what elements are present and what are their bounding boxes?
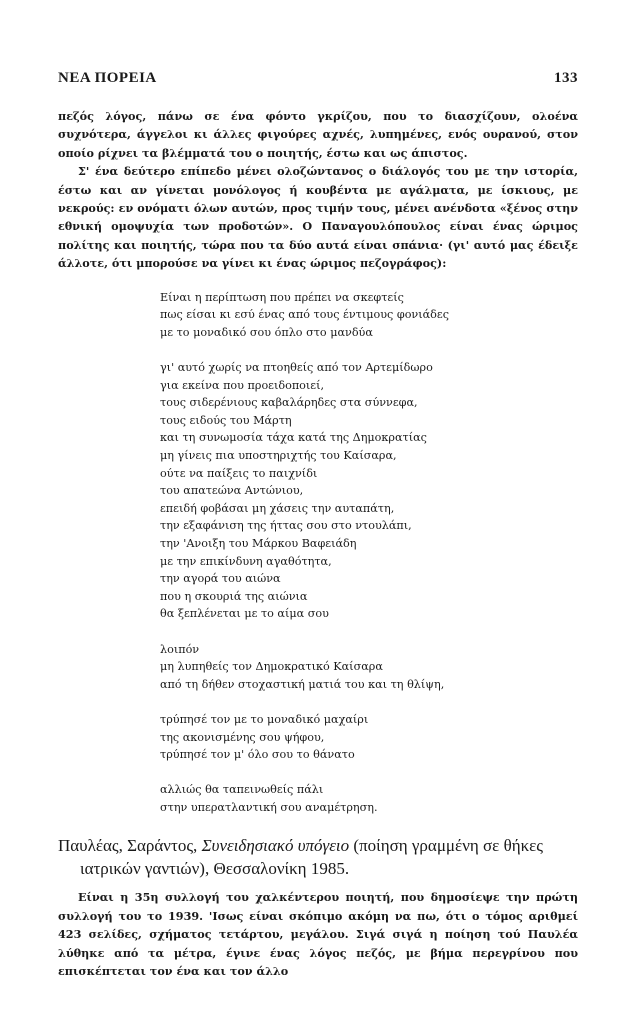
poem-line: και τη συνωμοσία τάχα κατά της Δημοκρατίας [160, 431, 427, 445]
poem-line: με την επικίνδυνη αγαθότητα, [160, 554, 332, 568]
poem-stanza [160, 711, 578, 764]
page [58, 70, 578, 981]
poem-stanza [160, 289, 578, 342]
paragraph: πεζός λόγος, πάνω σε ένα φόντο γκρίζου, που το διασχίζουν, ολοένα συχνότερα, άγγελοι κι άλλες φιγούρες αχνές, λυπημένες, ενός ουρανού, στον οποίο ρίχνει τα βλέμματά του ο ποιητής, έστω και ως άπιστος. [58, 109, 578, 160]
paragraph: Σ' ένα δεύτερο επίπεδο μένει ολοζώντανος ο διάλογός του με την ιστορία, έστω και αν γίνεται μονόλογος ή κουβέντα με αγάλματα, με ίσκιους, με νεκρούς: εν ονόματι όλων αυτών, προς τιμήν τους, μένει ανένδοτα «ξένος στην εθνική ομοψυχία των προδοτών». Ο Παναγουλόπουλος είναι ένας ώριμος πολίτης και ποιητής, τώρα που τα δύο αυτά είναι σπάνια· (γι' αυτό μας έδειξε άλλοτε, ότι μπορούσε να γίνει κι ένας ώριμος πεζογράφος): [58, 164, 578, 271]
poem-line: λοιπόν [160, 642, 200, 656]
paragraph: Είναι η 35η συλλογή του χαλκέντερου ποιητή, που δημοσίεψε την πρώτη συλλογή του το 1939. 'Ισως είναι σκόπιμο ακόμη να πω, ότι ο τόμος αριθμεί 423 σελίδες, σχήματος τετάρτου, μεγάλου. Σιγά σιγά η ποίηση τού Παυλέα λύθηκε από τα μέτρα, έγινε ένας λόγος πεζός, με βήμα περεγρίνου που επισκέπτεται τον ένα και τον άλλο [58, 890, 578, 979]
book-title: Συνειδησιακό υπόγειο [201, 836, 350, 856]
poem-quote [160, 289, 578, 817]
book-subtitle-continued: ιατρικών γαντιών), Θεσσαλονίκη 1985. [80, 859, 350, 879]
poem-stanza [160, 359, 578, 623]
poem-line: του απατεώνα Αντώνιου, [160, 484, 304, 498]
poem-line: της ακονισμένης σου ψήφου, [160, 730, 325, 744]
poem-line: μη γίνεις πια υποστηριχτής του Καίσαρα, [160, 449, 397, 462]
poem-line: με το μοναδικό σου όπλο στο μανδύα [160, 325, 373, 339]
poem-line: τους σιδερένιους καβαλάρηδες στα σύννεφα, [160, 396, 418, 410]
book-subtitle: (ποίηση γραμμένη σε θήκες [353, 836, 544, 856]
poem-line: μη λυπηθείς τον Δημοκρατικό Καίσαρα [160, 660, 383, 674]
poem-line: ούτε να παίξεις το παιχνίδι [160, 466, 318, 480]
poem-line: επειδή φοβάσαι μη χάσεις την αυταπάτη, [160, 501, 395, 515]
poem-line: τρύπησέ τον με το μοναδικό μαχαίρι [160, 712, 369, 726]
poem-stanza [160, 781, 578, 816]
poem-line: τους ειδούς του Μάρτη [160, 413, 292, 427]
author-name: Παυλέας, Σαράντος, [58, 836, 198, 856]
poem-line: θα ξεπλένεται με το αίμα σου [160, 607, 329, 621]
poem-line: γι' αυτό χωρίς να πτοηθείς από τον Αρτεμίδωρο [160, 361, 433, 375]
poem-line: στην υπερατλαντική σου αναμέτρηση. [160, 800, 378, 814]
poem-line: αλλιώς θα ταπεινωθείς πάλι [160, 783, 324, 797]
poem-line: που η σκουριά της αιώνια [160, 589, 308, 603]
poem-line: για εκείνα που προειδοποιεί, [160, 378, 325, 392]
page-number: 133 [554, 70, 578, 86]
poem-line: την εξαφάνιση της ήττας σου στο ντουλάπι, [160, 519, 412, 533]
poem-line: την 'Ανοιξη του Μάρκου Βαφειάδη [160, 536, 357, 550]
poem-line: την αγορά του αιώνα [160, 572, 281, 586]
journal-title: ΝΕΑ ΠΟΡΕΙΑ [58, 70, 157, 86]
poem-line: τρύπησέ τον μ' όλο σου το θάνατο [160, 748, 355, 762]
poem-line: Είναι η περίπτωση που πρέπει να σκεφτείς [160, 290, 404, 304]
review-entry-heading [58, 834, 578, 880]
poem-line: πως είσαι κι εσύ ένας από τους έντιμους φονιάδες [160, 308, 449, 322]
intro-text [58, 107, 578, 273]
poem-stanza [160, 641, 578, 694]
poem-line: από τη δήθεν στοχαστική ματιά του και τη θλίψη, [160, 677, 445, 691]
review-entry-body [58, 888, 578, 981]
running-header [58, 70, 578, 87]
